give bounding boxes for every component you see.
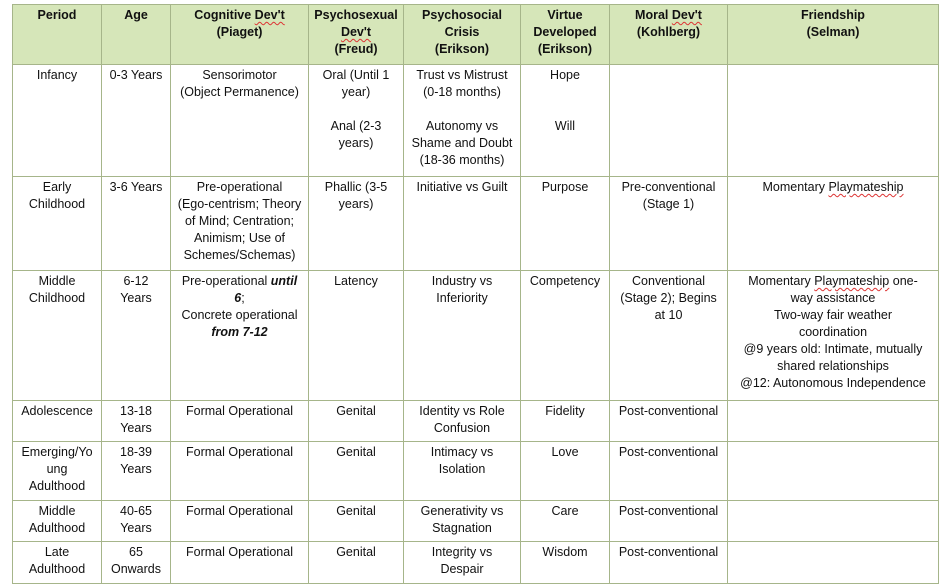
table-row bbox=[13, 65, 939, 177]
cell-psychosexual: Phallic (3-5 years) bbox=[309, 177, 404, 271]
table-row bbox=[13, 401, 939, 442]
cell-age: 0-3 Years bbox=[102, 65, 171, 177]
cell-moral: Conventional (Stage 2); Begins at 10 bbox=[610, 271, 728, 401]
cell-period: Middle Adulthood bbox=[13, 501, 102, 542]
cell-psychosocial: Intimacy vs Isolation bbox=[404, 442, 521, 501]
header-psychosexual: Psychosexual Dev't (Freud) bbox=[309, 5, 404, 65]
cell-virtue: Purpose bbox=[521, 177, 610, 271]
cell-friendship bbox=[728, 401, 939, 442]
cell-psychosexual: Genital bbox=[309, 401, 404, 442]
cell-psychosocial: Initiative vs Guilt bbox=[404, 177, 521, 271]
cell-cognitive: Pre-operational until 6; Concrete operational from 7-12 bbox=[171, 271, 309, 401]
cell-friendship: Momentary Playmateship one- way assistance Two-way fair weather coordination @9 years old: Intimate, mutually shared relationships @12: Autonomous Independence bbox=[728, 271, 939, 401]
cell-virtue: Wisdom bbox=[521, 542, 610, 584]
cell-virtue: Fidelity bbox=[521, 401, 610, 442]
header-virtue: Virtue Developed (Erikson) bbox=[521, 5, 610, 65]
cell-psychosexual: Latency bbox=[309, 271, 404, 401]
cell-cognitive: Formal Operational bbox=[171, 542, 309, 584]
cell-period: Infancy bbox=[13, 65, 102, 177]
table-row bbox=[13, 442, 939, 501]
header-row bbox=[13, 5, 939, 65]
cell-moral: Pre-conventional (Stage 1) bbox=[610, 177, 728, 271]
cell-period: Late Adulthood bbox=[13, 542, 102, 584]
cell-moral: Post-conventional bbox=[610, 501, 728, 542]
cell-period: Early Childhood bbox=[13, 177, 102, 271]
cell-virtue: Love bbox=[521, 442, 610, 501]
cell-moral: Post-conventional bbox=[610, 401, 728, 442]
cell-friendship: Momentary Playmateship bbox=[728, 177, 939, 271]
cell-friendship bbox=[728, 65, 939, 177]
header-period: Period bbox=[13, 5, 102, 65]
cell-virtue: Care bbox=[521, 501, 610, 542]
header-age: Age bbox=[102, 5, 171, 65]
cell-psychosexual: Genital bbox=[309, 442, 404, 501]
table-row bbox=[13, 501, 939, 542]
cell-virtue: Competency bbox=[521, 271, 610, 401]
cell-friendship bbox=[728, 442, 939, 501]
cell-psychosocial: Generativity vs Stagnation bbox=[404, 501, 521, 542]
cell-psychosocial: Industry vs Inferiority bbox=[404, 271, 521, 401]
cell-psychosexual: Genital bbox=[309, 501, 404, 542]
cell-virtue: Hope Will bbox=[521, 65, 610, 177]
header-psychosocial: Psychosocial Crisis (Erikson) bbox=[404, 5, 521, 65]
cell-psychosexual: Genital bbox=[309, 542, 404, 584]
cell-period: Adolescence bbox=[13, 401, 102, 442]
table-row bbox=[13, 271, 939, 401]
cell-psychosexual: Oral (Until 1 year) Anal (2-3 years) bbox=[309, 65, 404, 177]
cell-cognitive: Sensorimotor (Object Permanence) bbox=[171, 65, 309, 177]
cell-psychosocial: Trust vs Mistrust (0-18 months) Autonomy vs Shame and Doubt (18-36 months) bbox=[404, 65, 521, 177]
cell-cognitive: Formal Operational bbox=[171, 501, 309, 542]
table-row bbox=[13, 177, 939, 271]
cell-moral bbox=[610, 65, 728, 177]
cell-psychosocial: Identity vs Role Confusion bbox=[404, 401, 521, 442]
cell-cognitive: Formal Operational bbox=[171, 401, 309, 442]
cell-moral: Post-conventional bbox=[610, 542, 728, 584]
cell-moral: Post-conventional bbox=[610, 442, 728, 501]
cell-cognitive: Pre-operational (Ego-centrism; Theory of Mind; Centration; Animism; Use of Schemes/Schemas) bbox=[171, 177, 309, 271]
cell-period: Emerging/Yo ung Adulthood bbox=[13, 442, 102, 501]
cell-friendship bbox=[728, 542, 939, 584]
cell-friendship bbox=[728, 501, 939, 542]
cell-age: 65 Onwards bbox=[102, 542, 171, 584]
cell-age: 6-12 Years bbox=[102, 271, 171, 401]
table-row bbox=[13, 542, 939, 584]
cell-age: 13-18 Years bbox=[102, 401, 171, 442]
development-stages-table bbox=[12, 4, 939, 584]
cell-period: Middle Childhood bbox=[13, 271, 102, 401]
header-cognitive: Cognitive Dev't (Piaget) bbox=[171, 5, 309, 65]
cell-age: 18-39 Years bbox=[102, 442, 171, 501]
header-moral: Moral Dev't (Kohlberg) bbox=[610, 5, 728, 65]
cell-age: 3-6 Years bbox=[102, 177, 171, 271]
cell-age: 40-65 Years bbox=[102, 501, 171, 542]
header-friendship: Friendship (Selman) bbox=[728, 5, 939, 65]
cell-psychosocial: Integrity vs Despair bbox=[404, 542, 521, 584]
cell-cognitive: Formal Operational bbox=[171, 442, 309, 501]
